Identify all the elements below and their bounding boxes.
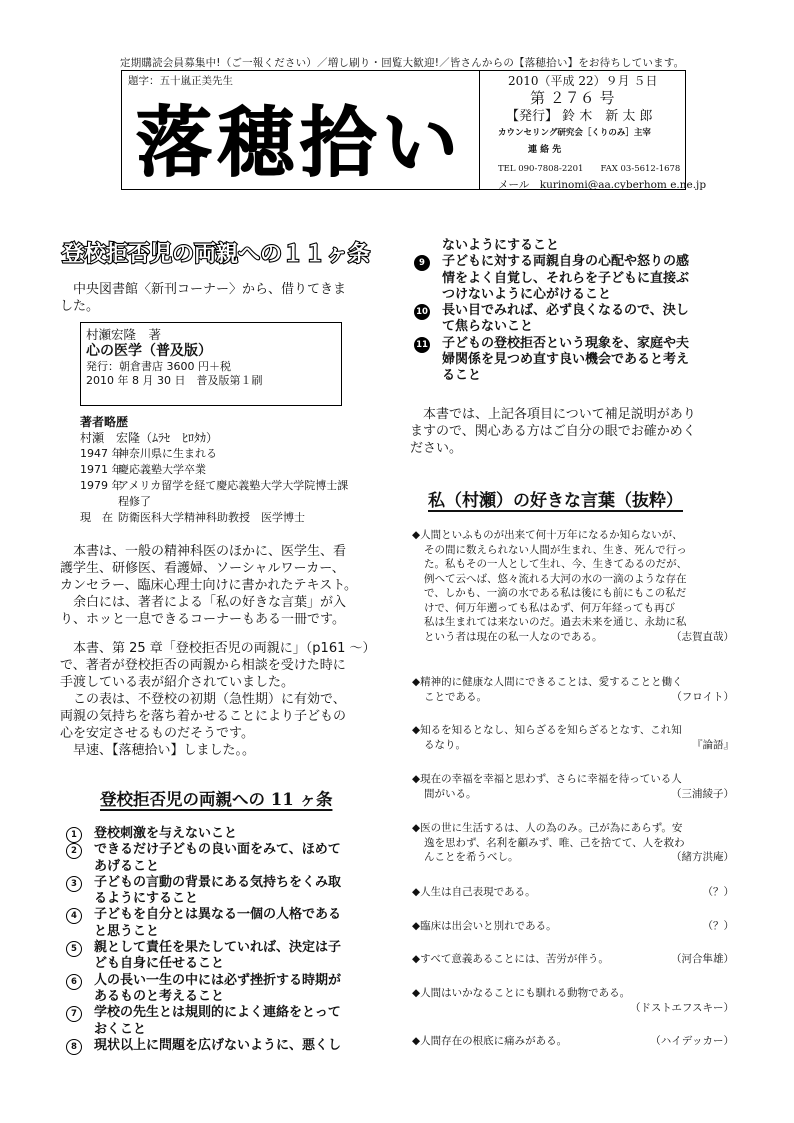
book-info-box [80, 322, 342, 406]
note-paragraph: 本書では、上記各項目について補足説明があり ますので、関心ある方はご自分の眼でお確かめく ださい。 [410, 407, 696, 456]
quote-item: ◆すべて意義あることには、苦労が伴う。 （河合隼雄） [412, 953, 734, 965]
list-title: 登校拒否児の両親への 11 ヶ条 [100, 790, 333, 809]
list-item: 4 子どもを自分とは異なる一個の人格である と思うこと [66, 907, 396, 940]
list-item: 6 人の長い一生の中には必ず挫折する時期が あるものと考えること [66, 973, 396, 1006]
list-item: 8 現状以上に問題を広げないように、悪くし [66, 1038, 396, 1054]
quote-item: ◆知るを知るとなし、知らざるを知らざるとなす、これ知 るなり。 『論語』 [412, 724, 734, 751]
body-paragraph-2: 本書、第 25 章「登校拒否児の両親に」（p161 〜） で、著者が登校拒否の両親から相談を受けた時に 手渡している表が紹介されていました。 この表は、不登校の初期（急性期）に有効で、 両親の気持ちを落ち着かせることにより子どもの 心を安定させるものだそうです。 早速、【落穂拾い】しました。。 [60, 641, 376, 758]
book-publisher: 発行：朝倉書店 3600 円＋税 [86, 360, 231, 373]
list-item: 9 子どもに対する両親自身の心配や怒りの感 情をよく自覚し、それらを子どもに直接ぶ つけないように心がけること [414, 254, 744, 303]
rules-list-left [66, 826, 396, 1054]
bio-title: 著者略歴 [80, 415, 129, 429]
issue-date: 2010（平成 22）９月 ５日 [508, 74, 658, 88]
rules-list-right [414, 238, 744, 385]
quote-item: ◆人間存在の根底に痛みがある。 （ハイデッカー） [412, 1035, 734, 1047]
list-continuation: ないようにすること [442, 238, 560, 253]
list-item: 11 子どもの登校拒否という現象を、家庭や夫 婦関係を見つめ直す良い機会であると考え ること [414, 336, 744, 385]
book-author: 村瀬宏隆 著 [86, 327, 162, 342]
calligraphy-credit: 題字：五十嵐正美先生 [128, 75, 233, 87]
quote-item: ◆人生は自己表現である。 （？） [412, 886, 734, 898]
quote-item: ◆臨床は出会いと別れである。 （？） [412, 920, 734, 932]
tel-fax: TEL 090-7808-2201 FAX 03-5612-1678 [498, 164, 681, 174]
quote-item: ◆人間はいかなることにも馴れる動物である。 （ドストエフスキー） [412, 987, 734, 1014]
masthead-logo [132, 93, 472, 183]
book-title: 心の医学（普及版） [86, 343, 212, 359]
list-item: 10 長い目でみれば、必ず良くなるので、決し て焦らないこと [414, 303, 744, 336]
bio-name: 村瀬 宏隆（ﾑﾗｾ ﾋﾛﾀｶ） [80, 431, 219, 445]
email: メール kurinomi@aa.cyberhom e.ne.jp [498, 179, 707, 191]
publisher: 【発行】 鈴 木 新 太 郎 [506, 109, 653, 124]
headline-banner [60, 236, 393, 268]
list-item: 1 登校刺激を与えないこと [66, 826, 396, 842]
logo-title: 落穂拾い [136, 98, 464, 183]
intro-paragraph: 中央図書館〈新刊コーナー〉から、借りてきま した。 [60, 282, 347, 314]
quotes-title: 私（村瀬）の好きな言葉（抜粋） [428, 491, 683, 511]
organization: カウンセリング研究会［くりのみ］主宰 [498, 128, 651, 138]
list-item: 5 親として責任を果たしていれば、決定は子 ども自身に任せること [66, 940, 396, 973]
quote-item: ◆精神的に健康な人間にできることは、愛することと働く ことである。 （フロイト） [412, 676, 734, 703]
quote-item: ◆現在の幸福を幸福と思わず、さらに幸福を待っている人 間がいる。 （三浦綾子） [412, 773, 734, 800]
list-item: 7 学校の先生とは規則的によく連絡をとって おくこと [66, 1005, 396, 1038]
notice-line: 定期購読会員募集中!（ご一報ください）／増し刷り・回覧大歓迎!／皆さんからの【落穂拾い】をお待ちしています。 [120, 57, 685, 69]
body-paragraph-1: 本書は、一般の精神科医のほかに、医学生、看 護学生、研修医、看護婦、ソーシャルワーカー、 カンセラー、臨床心理士向けに書かれたテキスト。 余白には、著者による「私の好きな言葉」が入 り、ホッと一息できるコーナーもある一冊です。 [60, 544, 358, 627]
contact-label: 連 絡 先 [528, 145, 562, 155]
issue-number: 第 ２７６ 号 [530, 89, 615, 107]
author-bio: 著者略歴 村瀬 宏隆（ﾑﾗｾ ﾋﾛﾀｶ） 1947 年 神奈川県に生まれる 1971 年 慶応義塾大学卒業 1979 年 アメリカ留学を経て慶応義塾大学大学院博士課 程修了 現 在 防衛医科大学精神科助教授 医学博士 [80, 414, 400, 526]
book-edition: 2010 年 8 月 30 日 普及版第１刷 [86, 374, 263, 387]
masthead-divider [479, 71, 480, 189]
headline-text: 登校拒否児の両親への１１ヶ条 [62, 242, 371, 267]
quotes-list [412, 528, 738, 1058]
list-item: 2 できるだけ子どもの良い面をみて、ほめて あげること [66, 842, 396, 875]
quote-item: ◆人間といふものが出来て何十万年になるか知らないが、 その間に数えられない人間が生まれ、生き、死んで行っ た。私もその一人として生れ、今、生きてゐるのだが、 例へて云へば、悠々流れる大河の水の一滴のような存在 で、しかも、一滴の水である私は後にも前にもこの私だ けで、何万年遡っても私はゐず、何万年経っても再び 私は生まれては来ないのだ。過去未来を通じ、永劫に私 という者は現在の私一人なのである。 （志賀直哉） [412, 529, 734, 643]
list-item: 3 子どもの言動の背景にある気持ちをくみ取 るようにすること [66, 875, 396, 908]
masthead [121, 70, 707, 191]
quote-item: ◆医の世に生活するは、人の為のみ。己が為にあらず。安 逸を思わず、名利を顧みず、唯、己を捨てて、人を救わ んことを希うべし。 （緒方洪庵） [412, 822, 734, 863]
